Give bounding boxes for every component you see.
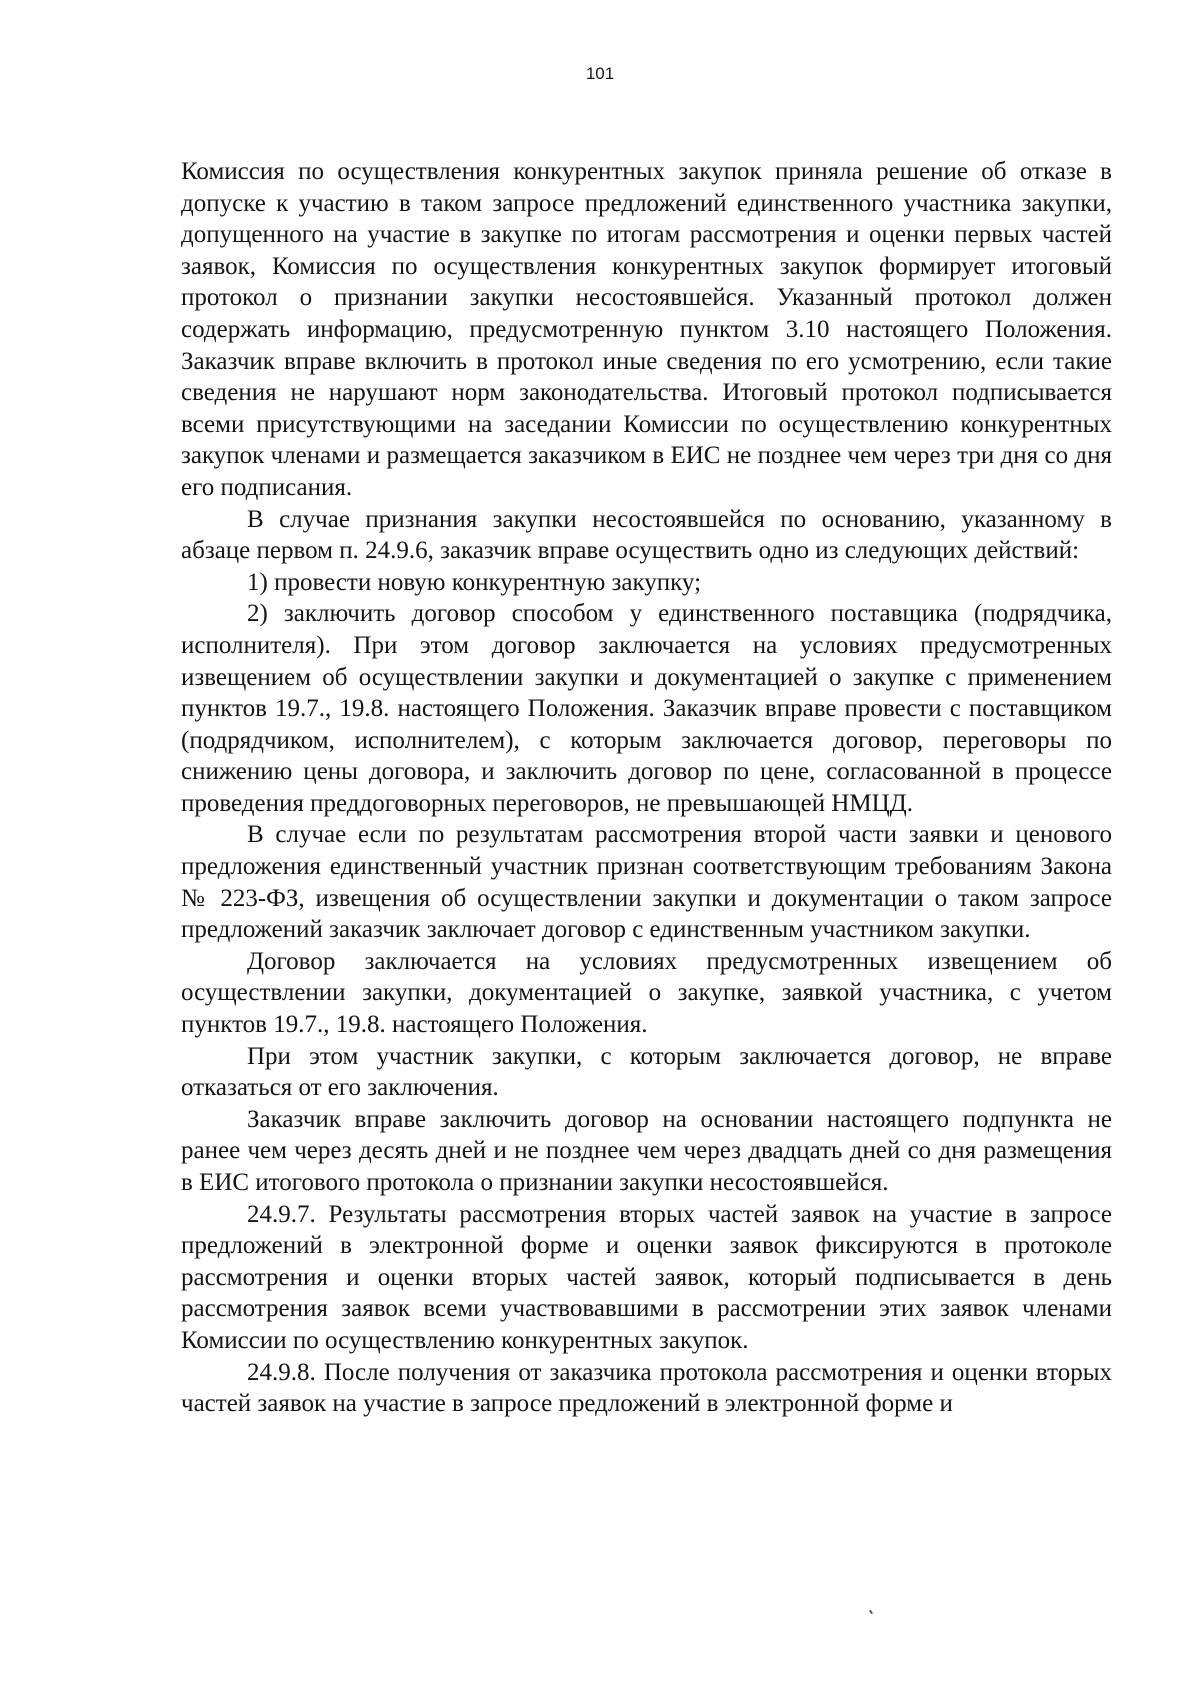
page-number: 101: [585, 64, 615, 83]
paragraph-contract-timing: Заказчик вправе заключить договор на основании настоящего подпункта не ранее чем через десять дней и не позднее чем через двадцать дней со дня размещения в ЕИС итогового протокола о признании закупки несостоявшейся.: [181, 1105, 1112, 1196]
paragraph-option-single-supplier: 2) заключить договор способом у единственного поставщика (подрядчика, исполнителя). При этом договор заключается на условиях предусмотренных извещением об осуществлении закупки и документацией о закупке с применением пунктов 19.7., 19.8. настоящего Положения. Заказчик вправе провести с поставщиком (подрядчиком, исполнителем), с которым заключается договор, переговоры по снижению цены договора, и заключить договор по цене, согласованной в процессе проведения преддоговорных переговоров, не превышающей НМЦД.: [181, 600, 1112, 817]
paragraph-24-9-8: 24.9.8. После получения от заказчика протокола рассмотрения и оценки вторых частей заявок на участие в запросе предложений в электронной форме и: [181, 1358, 1112, 1418]
paragraph-single-participant-contract: В случае если по результатам рассмотрения второй части заявки и ценового предложения единственный участник признан соответствующим требованиям Закона № 223-ФЗ, извещения об осуществлении закупки и документации о таком запросе предложений заказчик заключает договор с единственным участником закупки.: [181, 821, 1112, 944]
paragraph-failed-procurement-options: В случае признания закупки несостоявшейся по основанию, указанному в абзаце первом п. 24.9.6, заказчик вправе осуществить одно из следующих действий:: [181, 505, 1112, 565]
scan-speck: [869, 1610, 873, 1614]
document-body: [181, 156, 1112, 1420]
paragraph-24-9-7: 24.9.7. Результаты рассмотрения вторых частей заявок на участие в запросе предложений в электронной форме и оценки заявок фиксируются в протоколе рассмотрения и оценки вторых частей заявок, который подписывается в день рассмотрения заявок всеми участвовавшими в рассмотрении этих заявок членами Комиссии по осуществлению конкурентных закупок.: [181, 1200, 1112, 1354]
paragraph-commission-protocol: Комиссия по осуществления конкурентных закупок приняла решение об отказе в допуске к участию в таком запросе предложений единственного участника закупки, допущенного на участие в закупке по итогам рассмотрения и оценки первых частей заявок, Комиссия по осуществления конкурентных закупок формирует итоговый протокол о признании закупки несостоявшейся. Указанный протокол должен содержать информацию, предусмотренную пунктом 3.10 настоящего Положения. Заказчик вправе включить в протокол иные сведения по его усмотрению, если такие сведения не нарушают норм законодательства. Итоговый протокол подписывается всеми присутствующими на заседании Комиссии по осуществлению конкурентных закупок членами и размещается заказчиком в ЕИС не позднее чем через три дня со дня его подписания.: [181, 158, 1112, 501]
paragraph-contract-conditions: Договор заключается на условиях предусмотренных извещением об осуществлении закупки, документацией о закупке, заявкой участника, с учетом пунктов 19.7., 19.8. настоящего Положения.: [181, 947, 1112, 1039]
paragraph-option-new-procurement: 1) провести новую конкурентную закупку;: [247, 568, 702, 596]
paragraph-participant-obligation: При этом участник закупки, с которым заключается договор, не вправе отказаться от его заключения.: [181, 1042, 1112, 1102]
